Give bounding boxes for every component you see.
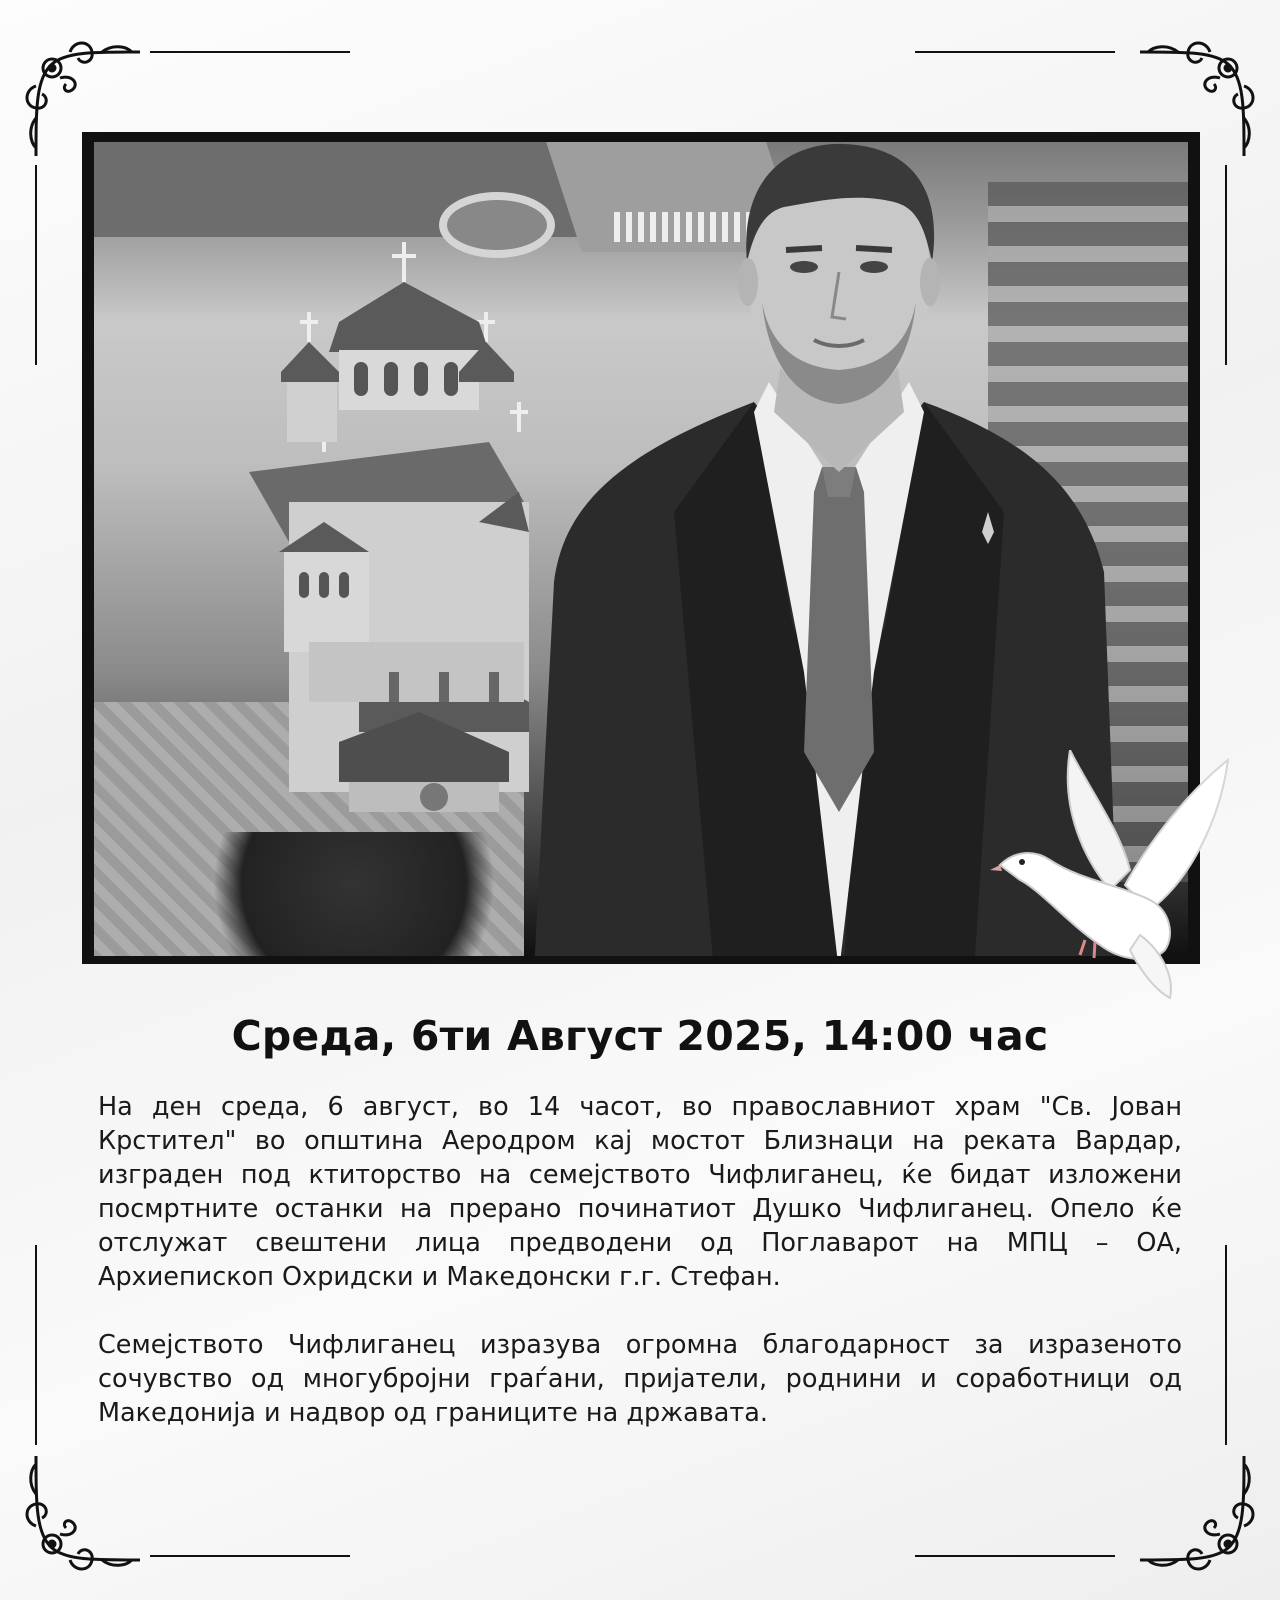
- dove-icon: [990, 750, 1240, 1000]
- notice-paragraph-1: На ден среда, 6 август, во 14 часот, во православниот храм "Св. Јован Крстител" во општина Аеродром кај мостот Близнаци на реката Вардар, изграден под ктиторство на семејството Чифлиганец, ќе бидат изложени посмртните останки на прерано починатиот Душко Чифлиганец. Опело ќе отслужат свештени лица предводени од Поглаварот на МПЦ – ОА, Архиепископ Охридски и Македонски г.г. Стефан.: [98, 1092, 1182, 1292]
- border-rule: [150, 51, 350, 53]
- border-rule: [35, 165, 37, 365]
- church-image: [189, 242, 529, 812]
- notice-body: [98, 1090, 1182, 1464]
- border-rule: [1225, 165, 1227, 365]
- border-rule: [35, 1245, 37, 1445]
- border-rule: [1225, 1245, 1227, 1445]
- border-rule: [915, 1555, 1115, 1557]
- service-date-heading: Среда, 6ти Август 2025, 14:00 час: [231, 1012, 1049, 1060]
- border-rule: [915, 51, 1115, 53]
- notice-paragraph-2: Семејството Чифлиганец изразува огромна благодарност за изразеното сочувство од многубројни граѓани, пријатели, роднини и соработници од Македонија и надвор од границите на државата.: [98, 1330, 1182, 1428]
- photo-crowd: [184, 832, 524, 956]
- border-rule: [150, 1555, 350, 1557]
